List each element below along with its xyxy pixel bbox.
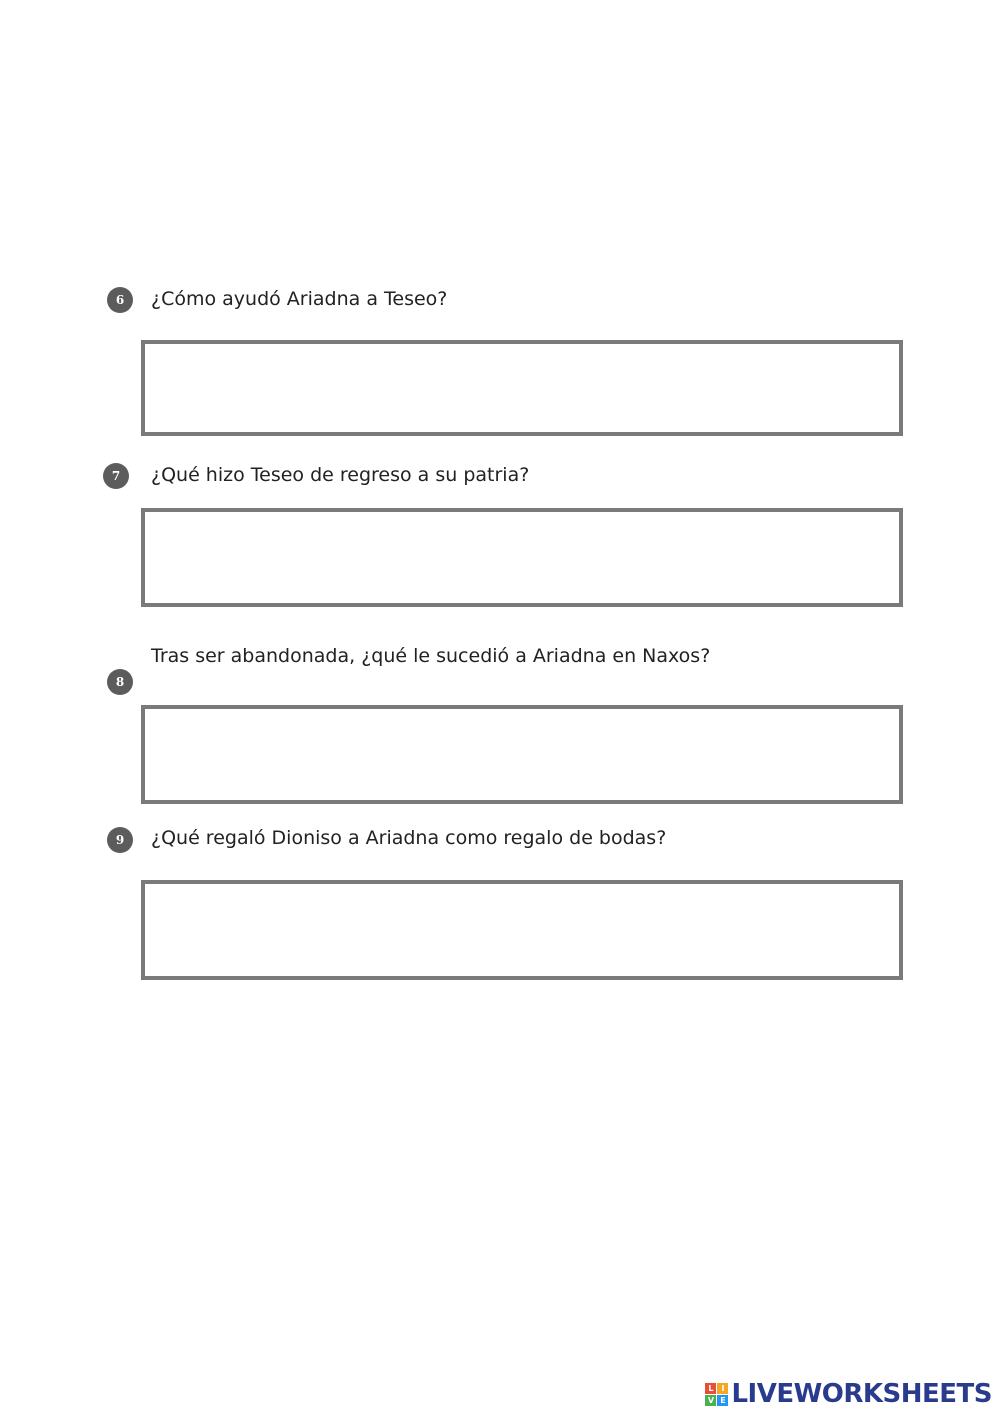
answer-box[interactable] bbox=[141, 705, 903, 804]
answer-box[interactable] bbox=[141, 880, 903, 980]
question-number-badge: 7 bbox=[103, 463, 129, 489]
question-number-badge: 6 bbox=[107, 287, 133, 313]
question-text: Tras ser abandonada, ¿qué le sucedió a Ariadna en Naxos? bbox=[151, 645, 711, 667]
logo-mark-icon bbox=[705, 1383, 728, 1406]
liveworksheets-logo bbox=[705, 1376, 992, 1412]
question-text: ¿Cómo ayudó Ariadna a Teseo? bbox=[151, 288, 448, 310]
question-number-badge: 8 bbox=[107, 669, 133, 695]
logo-mark-tile: V bbox=[705, 1395, 716, 1406]
answer-box[interactable] bbox=[141, 508, 903, 607]
logo-mark-tile: E bbox=[717, 1395, 728, 1406]
question-text: ¿Qué regaló Dioniso a Ariadna como regalo de bodas? bbox=[151, 827, 667, 849]
logo-text: LIVEWORKSHEETS bbox=[731, 1379, 992, 1409]
logo-mark-tile: L bbox=[705, 1383, 716, 1394]
question-text: ¿Qué hizo Teseo de regreso a su patria? bbox=[151, 464, 530, 486]
question-number-badge: 9 bbox=[107, 827, 133, 853]
logo-mark-tile: I bbox=[717, 1383, 728, 1394]
answer-box[interactable] bbox=[141, 340, 903, 436]
